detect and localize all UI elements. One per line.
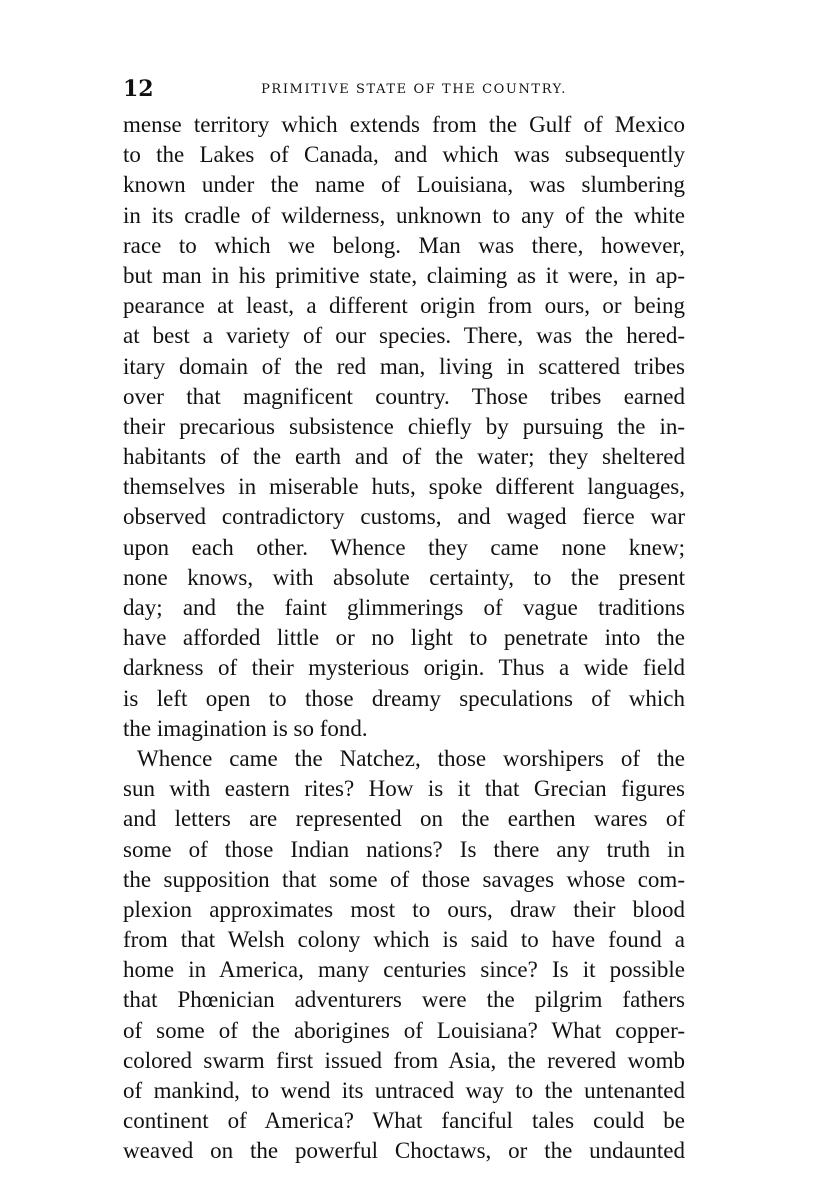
text-line: continent of America? What fanciful tales could be <box>123 1108 685 1134</box>
text-line: and letters are represented on the earthen wares of <box>123 806 685 832</box>
text-line: pearance at least, a different origin from ours, or being <box>123 293 685 319</box>
text-line: plexion approximates most to ours, draw their blood <box>123 896 685 922</box>
body-text <box>123 110 685 1167</box>
text-line: have afforded little or no light to penetrate into the <box>123 625 685 651</box>
text-line: some of those Indian nations? Is there any truth in <box>123 836 685 862</box>
text-line: colored swarm first issued from Asia, the revered womb <box>123 1047 685 1073</box>
text-line: home in America, many centuries since? Is it possible <box>123 957 685 983</box>
text-line: of mankind, to wend its untraced way to the untenanted <box>123 1078 685 1103</box>
page-number: 12 <box>123 76 154 102</box>
text-line: observed contradictory customs, and waged fierce war <box>123 504 685 530</box>
text-line: Whence came the Natchez, those worshipers of the <box>137 745 685 771</box>
text-line: but man in his primitive state, claiming as it were, in ap- <box>123 262 685 288</box>
text-line: their precarious subsistence chiefly by pursuing the in- <box>123 413 685 439</box>
text-line: race to which we belong. Man was there, however, <box>123 232 685 258</box>
text-line: themselves in miserable huts, spoke different languages, <box>123 474 685 500</box>
text-line: darkness of their mysterious origin. Thus a wide field <box>123 655 685 681</box>
running-head: PRIMITIVE STATE OF THE COUNTRY. <box>261 82 567 97</box>
text-line: over that magnificent country. Those tribes earned <box>123 383 685 409</box>
text-line: day; and the faint glimmerings of vague traditions <box>123 595 685 620</box>
text-line: to the Lakes of Canada, and which was subsequently <box>123 142 685 168</box>
text-line: none knows, with absolute certainty, to the present <box>123 564 685 590</box>
text-line: sun with eastern rites? How is it that Grecian figures <box>123 776 685 802</box>
page-header <box>123 76 685 102</box>
text-line: weaved on the powerful Choctaws, or the undaunted <box>123 1138 685 1164</box>
text-line: upon each other. Whence they came none knew; <box>123 534 685 560</box>
text-line: itary domain of the red man, living in scattered tribes <box>123 353 685 379</box>
text-line: of some of the aborigines of Louisiana? What copper- <box>123 1017 685 1043</box>
text-line: that Phœnician adventurers were the pilgrim fathers <box>123 987 685 1013</box>
text-line: the supposition that some of those savages whose com- <box>123 866 685 892</box>
text-line: mense territory which extends from the Gulf of Mexico <box>123 112 685 137</box>
text-line: the imagination is so fond. <box>123 715 368 741</box>
text-line: known under the name of Louisiana, was slumbering <box>123 172 685 198</box>
text-line: at best a variety of our species. There, was the hered- <box>123 323 685 349</box>
text-line: from that Welsh colony which is said to have found a <box>123 927 685 953</box>
text-line: in its cradle of wilderness, unknown to any of the white <box>123 202 685 228</box>
text-line: habitants of the earth and of the water; they sheltered <box>123 444 685 470</box>
text-line: is left open to those dreamy speculations of which <box>123 685 685 711</box>
